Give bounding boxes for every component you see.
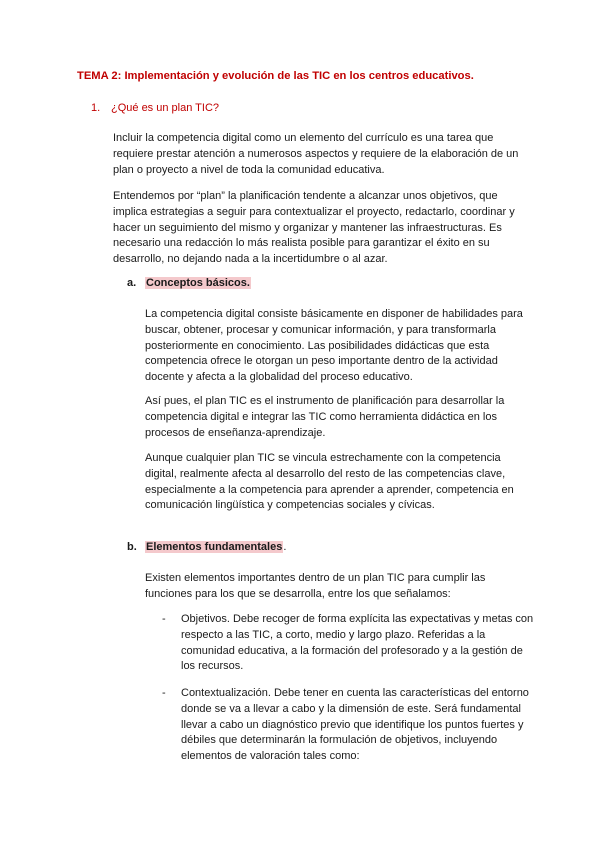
section-a-paragraph: Así pues, el plan TIC es el instrumento de planificación para desarrollar la competencia digital e integrar las TIC como herramienta didáctica en los procesos de enseñanza-aprendizaje. [145, 395, 505, 439]
bullet-dash: - [162, 613, 166, 625]
list-item-text: Contextualización. Debe tener en cuenta las características del entorno donde se va a llevar a cabo y la dimensión de este. Será fundamental llevar a cabo un diagnóstico previo que identifique los puntos fuertes y débiles que determinarán la formulación de objetivos, incluyendo elementos de valoración tales como: [181, 687, 529, 763]
intro-paragraph: Entendemos por “plan” la planificación tendente a alcanzar unos objetivos, que implica estrategias a seguir para contextualizar el proyecto, redactarlo, coordinar y hacer un seguimiento del mismo y organizar y mantener las infraestructuras. Es necesario una redacción lo más realista posible para garantizar el éxito en su desarrollo, no dejando nada a la incertidumbre o al azar. [113, 190, 515, 266]
list-item [162, 612, 542, 675]
question-number: 1. [91, 102, 101, 114]
section-b-intro: Existen elementos importantes dentro de un plan TIC para cumplir las funciones para los que se desarrolla, entre los que señalamos: [145, 572, 486, 600]
section-b-letter: b. [127, 541, 137, 553]
question-heading [91, 102, 219, 114]
section-a-paragraph: La competencia digital consiste básicamente en disponer de habilidades para buscar, obtener, procesar y comunicar información, y para transformarla posteriormente en conocimiento. Las posibilidades didácticas que esta competencia ofrece le otorgan un peso importante dentro de la actividad docente y afecta a la globalidad del proceso educativo. [145, 308, 523, 384]
section-b-heading [127, 541, 286, 553]
list-item-text: Objetivos. Debe recoger de forma explícita las expectativas y metas con respecto a las TIC, a corto, medio y largo plazo. Referidas a la comunidad educativa, a la formación del profesorado y a la gestión de los recursos. [181, 613, 534, 673]
section-a-paragraph: Aunque cualquier plan TIC se vincula estrechamente con la competencia digital, realmente afecta al desarrollo del resto de las competencias clave, especialmente a la competencia para aprender a aprender, competencia en comunicación lingüística y competencias sociales y cívicas. [145, 452, 514, 512]
section-b-title: Elementos fundamentales [146, 541, 283, 553]
section-b-trailing: . [283, 541, 287, 553]
bullet-dash: - [162, 687, 166, 699]
question-label: ¿Qué es un plan TIC? [111, 102, 220, 114]
section-a-letter: a. [127, 277, 137, 289]
list-item [162, 686, 542, 765]
section-a-title: Conceptos básicos. [146, 277, 250, 289]
intro-paragraph: Incluir la competencia digital como un elemento del currículo es una tarea que requiere prestar atención a numerosos aspectos y requiere de la elaboración de un plan o proyecto a nivel de toda la comunidad educativa. [113, 132, 519, 176]
section-a-heading [127, 277, 251, 289]
document-title: TEMA 2: Implementación y evolución de las TIC en los centros educativos. [77, 70, 474, 82]
